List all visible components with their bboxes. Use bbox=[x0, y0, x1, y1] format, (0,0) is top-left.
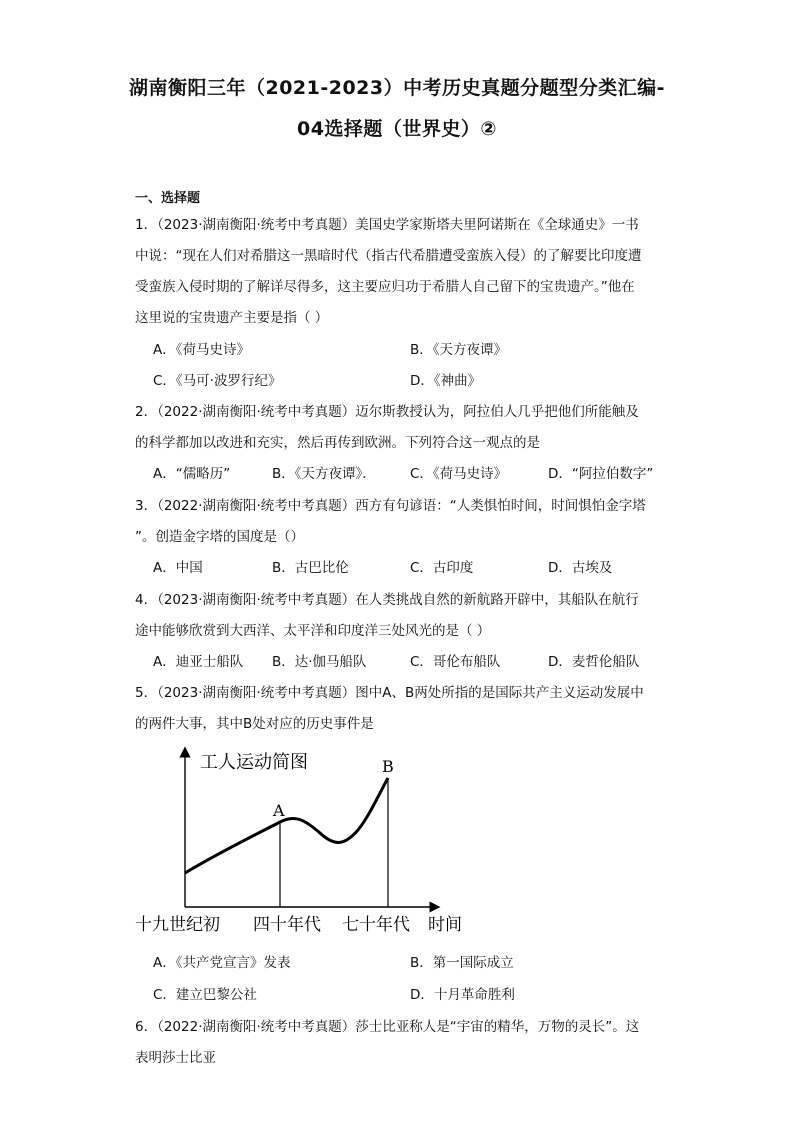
q3-option-b: B．古巴比伦 bbox=[272, 560, 349, 576]
q6-line-2: 表明莎士比亚 bbox=[135, 1050, 216, 1066]
q1-option-a: A．《荷马史诗》 bbox=[153, 342, 250, 358]
q1-option-b: B．《天方夜谭》 bbox=[410, 342, 508, 358]
chart-annotation-a: A bbox=[273, 801, 285, 820]
chart-x-tick-0: 十九世纪初 bbox=[135, 915, 220, 935]
q1-line-2: 中说：“现在人们对希腊这一黑暗时代（指古代希腊遭受蛮族入侵）的了解要比印度遭 bbox=[135, 248, 642, 264]
chart-series-line bbox=[185, 778, 388, 873]
q5-line-1: 5．（2023·湖南衡阳·统考中考真题）图中A、B两处所指的是国际共产主义运动发展中 bbox=[135, 685, 644, 701]
section-heading: 一、选择题 bbox=[135, 191, 201, 206]
q5-line-2: 的两件大事，其中B处对应的历史事件是 bbox=[135, 716, 374, 732]
q4-option-d: D．麦哲伦船队 bbox=[548, 654, 640, 670]
chart-x-tick-2: 七十年代 bbox=[342, 915, 410, 935]
q3-option-d: D．古埃及 bbox=[548, 560, 613, 576]
q2-line-2: 的科学都加以改进和充实，然后再传到欧洲。下列符合这一观点的是 bbox=[135, 435, 540, 451]
q3-option-a: A．中国 bbox=[153, 560, 203, 576]
q5-option-b: B．第一国际成立 bbox=[410, 955, 514, 971]
q5-option-d: D．十月革命胜利 bbox=[410, 987, 515, 1003]
workers-movement-chart bbox=[130, 740, 470, 940]
q4-line-1: 4．（2023·湖南衡阳·统考中考真题）在人类挑战自然的新航路开辟中，其船队在航行 bbox=[135, 592, 639, 608]
q1-option-c: C．《马可·波罗行纪》 bbox=[153, 373, 282, 389]
q4-option-c: C．哥伦布船队 bbox=[410, 654, 501, 670]
q2-option-d: D．“阿拉伯数字” bbox=[548, 466, 654, 482]
q4-option-b: B．达·伽马船队 bbox=[272, 654, 367, 670]
q4-option-a: A．迪亚士船队 bbox=[153, 654, 244, 670]
q3-option-c: C．古印度 bbox=[410, 560, 474, 576]
chart-title: 工人运动简图 bbox=[200, 752, 308, 773]
chart-annotation-b: B bbox=[382, 757, 394, 776]
q1-option-d: D．《神曲》 bbox=[410, 373, 482, 389]
q6-line-1: 6．（2022·湖南衡阳·统考中考真题）莎士比亚称人是“宇宙的精华，万物的灵长”。这 bbox=[135, 1019, 640, 1035]
q2-line-1: 2．（2022·湖南衡阳·统考中考真题）迈尔斯教授认为，阿拉伯人几乎把他们所能触及 bbox=[135, 404, 639, 420]
chart-x-tick-1: 四十年代 bbox=[253, 915, 321, 935]
q2-option-a: A．“儒略历” bbox=[153, 466, 231, 482]
q3-line-1: 3．（2022·湖南衡阳·统考中考真题）西方有句谚语：“人类惧怕时间，时间惧怕金字塔 bbox=[135, 498, 646, 514]
q5-option-a: A．《共产党宣言》发表 bbox=[153, 955, 291, 971]
q1-line-4: 这里说的宝贵遗产主要是指（ ） bbox=[135, 310, 329, 326]
q1-line-3: 受蛮族入侵时期的了解详尽得多，这主要应归功于希腊人自己留下的宝贵遗产。”他在 bbox=[135, 279, 635, 295]
document-title-line-1: 湖南衡阳三年（2021-2023）中考历史真题分题型分类汇编- bbox=[128, 77, 666, 99]
document-title-line-2: 04选择题（世界史）② bbox=[296, 118, 498, 140]
q3-line-2: ”。创造金字塔的国度是（） bbox=[135, 529, 304, 545]
chart-x-label: 时间 bbox=[428, 915, 462, 935]
q5-option-c: C．建立巴黎公社 bbox=[153, 987, 257, 1003]
q2-option-c: C．《荷马史诗》 bbox=[410, 466, 508, 482]
q2-option-b: B．《天方夜谭》． bbox=[272, 466, 376, 482]
q1-line-1: 1．（2023·湖南衡阳·统考中考真题）美国史学家斯塔夫里阿诺斯在《全球通史》一书 bbox=[135, 217, 639, 233]
q4-line-2: 途中能够欣赏到大西洋、太平洋和印度洋三处风光的是（ ） bbox=[135, 623, 491, 639]
